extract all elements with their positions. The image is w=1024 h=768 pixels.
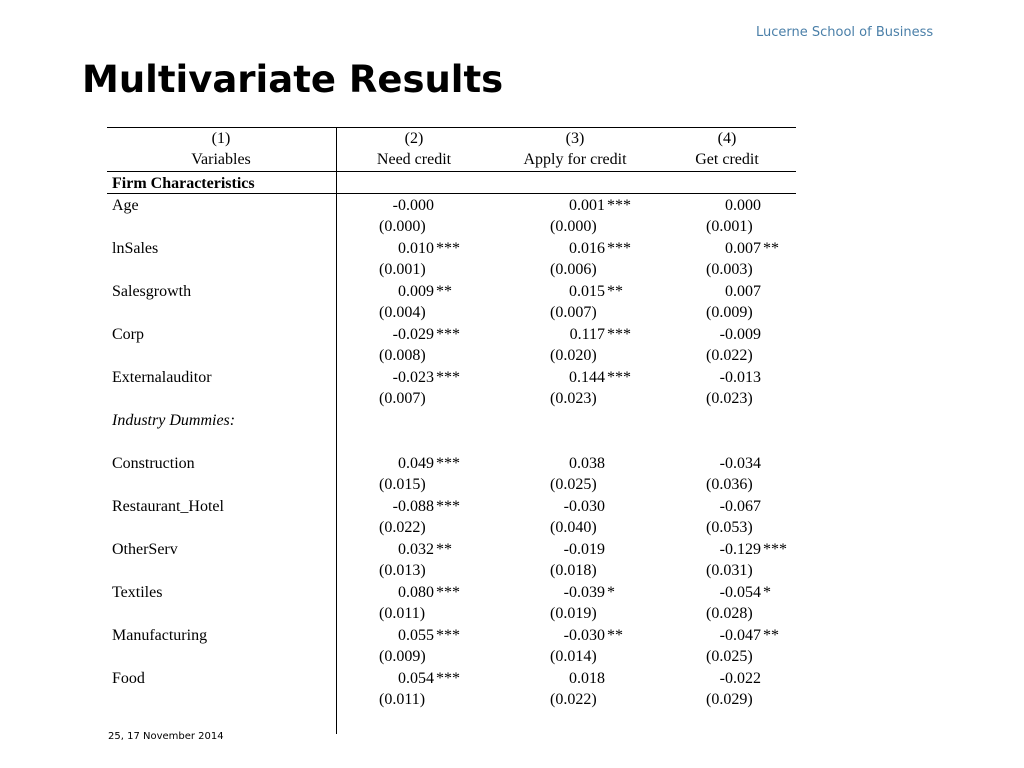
column-label: Variables [191,151,251,168]
significance-stars: *** [436,584,460,601]
significance-stars: *** [436,326,460,343]
coefficient: -0.034 [719,455,761,472]
significance-stars: ** [607,627,623,644]
coefficient: 0.054 [398,670,434,687]
standard-error: (0.009) [379,648,426,665]
coefficient: -0.023 [392,369,434,386]
standard-error: (0.018) [550,562,597,579]
column-number: (2) [404,130,424,147]
school-brand: Lucerne School of Business [756,25,934,40]
industry-dummies-header: Industry Dummies: [112,412,236,429]
coefficient: -0.054 [719,584,761,601]
coefficient: -0.088 [392,498,434,515]
variable-label: Corp [112,326,144,343]
column-label: Get credit [695,151,759,168]
standard-error: (0.022) [550,691,597,708]
rule-header [107,171,796,172]
column-label: Need credit [376,151,452,168]
variable-label: Food [112,670,145,687]
standard-error: (0.013) [379,562,426,579]
variable-label: Manufacturing [112,627,208,644]
standard-error: (0.023) [706,390,753,407]
standard-error: (0.011) [379,605,426,622]
standard-error: (0.022) [706,347,753,364]
variable-label: Salesgrowth [112,283,192,300]
column-number: (4) [717,130,737,147]
coefficient: -0.000 [392,197,434,214]
coefficient: 0.001 [569,197,605,214]
variable-label: OtherServ [112,541,178,558]
standard-error: (0.004) [379,304,426,321]
coefficient: -0.009 [719,326,761,343]
significance-stars: ** [607,283,623,300]
significance-stars: *** [436,498,460,515]
coefficient: 0.007 [725,240,761,257]
coefficient: -0.022 [719,670,761,687]
standard-error: (0.011) [379,691,426,708]
coefficient: -0.030 [563,627,605,644]
coefficient: 0.000 [725,197,761,214]
significance-stars: *** [763,541,787,558]
column-divider [336,127,337,734]
standard-error: (0.022) [379,519,426,536]
significance-stars: ** [436,283,452,300]
standard-error: (0.019) [550,605,597,622]
significance-stars: *** [607,240,631,257]
column-label: Apply for credit [523,151,627,168]
standard-error: (0.003) [706,261,753,278]
variable-label: Age [112,197,139,214]
coefficient: 0.032 [398,541,434,558]
coefficient: 0.144 [569,369,605,386]
standard-error: (0.040) [550,519,597,536]
variable-label: Construction [112,455,195,472]
significance-stars: ** [436,541,452,558]
significance-stars: ** [763,627,779,644]
standard-error: (0.031) [706,562,753,579]
coefficient: 0.018 [569,670,605,687]
standard-error: (0.025) [706,648,753,665]
standard-error: (0.006) [550,261,597,278]
coefficient: 0.010 [398,240,434,257]
standard-error: (0.020) [550,347,597,364]
standard-error: (0.007) [379,390,426,407]
standard-error: (0.001) [379,261,426,278]
coefficient: 0.016 [569,240,605,257]
standard-error: (0.001) [706,218,753,235]
standard-error: (0.009) [706,304,753,321]
column-number: (1) [211,130,231,147]
standard-error: (0.036) [706,476,753,493]
standard-error: (0.014) [550,648,597,665]
variable-label: Textiles [112,584,163,601]
coefficient: 0.080 [398,584,434,601]
coefficient: 0.055 [398,627,434,644]
significance-stars: * [763,584,771,601]
significance-stars: *** [436,455,460,472]
standard-error: (0.008) [379,347,426,364]
significance-stars: *** [607,326,631,343]
coefficient: -0.039 [563,584,605,601]
significance-stars: *** [436,369,460,386]
significance-stars: *** [607,197,631,214]
coefficient: -0.013 [719,369,761,386]
standard-error: (0.000) [379,218,426,235]
significance-stars: ** [763,240,779,257]
significance-stars: *** [436,240,460,257]
rule-top [107,127,796,128]
variable-label: Externalauditor [112,369,212,386]
coefficient: -0.030 [563,498,605,515]
column-number: (3) [565,130,585,147]
coefficient: -0.047 [719,627,761,644]
standard-error: (0.007) [550,304,597,321]
coefficient: 0.007 [725,283,761,300]
standard-error: (0.000) [550,218,597,235]
coefficient: 0.038 [569,455,605,472]
coefficient: -0.067 [719,498,761,515]
standard-error: (0.029) [706,691,753,708]
coefficient: -0.029 [392,326,434,343]
coefficient: -0.129 [719,541,761,558]
coefficient: 0.049 [398,455,434,472]
standard-error: (0.025) [550,476,597,493]
slide-footer: 25, 17 November 2014 [108,731,224,742]
section-header: Firm Characteristics [112,175,255,192]
standard-error: (0.023) [550,390,597,407]
significance-stars: *** [436,627,460,644]
significance-stars: *** [607,369,631,386]
variable-label: Restaurant_Hotel [112,498,224,515]
standard-error: (0.053) [706,519,753,536]
significance-stars: * [607,584,615,601]
coefficient: 0.009 [398,283,434,300]
coefficient: 0.015 [569,283,605,300]
slide-title: Multivariate Results [82,58,504,101]
standard-error: (0.028) [706,605,753,622]
coefficient: -0.019 [563,541,605,558]
coefficient: 0.117 [569,326,605,343]
significance-stars: *** [436,670,460,687]
standard-error: (0.015) [379,476,426,493]
variable-label: lnSales [112,240,159,257]
